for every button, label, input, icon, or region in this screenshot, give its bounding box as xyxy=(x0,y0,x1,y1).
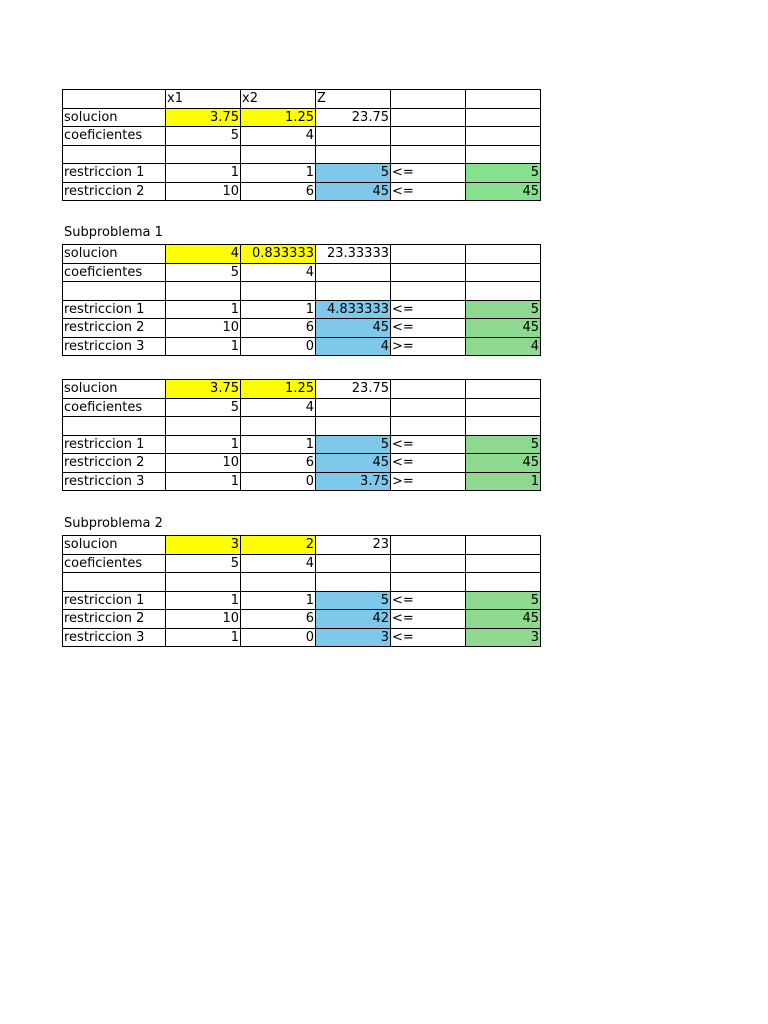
cell[interactable] xyxy=(63,417,166,436)
lhs-value[interactable]: 42 xyxy=(316,610,391,629)
cell[interactable] xyxy=(63,145,166,164)
coef-a[interactable]: 10 xyxy=(166,319,241,338)
header-x2[interactable]: x2 xyxy=(241,90,316,109)
solucion-row xyxy=(63,536,541,555)
x1-value[interactable]: 3.75 xyxy=(166,108,241,127)
coef-x2[interactable]: 4 xyxy=(241,127,316,146)
coef-b[interactable]: 6 xyxy=(241,182,316,201)
x2-value[interactable]: 2 xyxy=(241,536,316,555)
lhs-value[interactable]: 4 xyxy=(316,337,391,356)
cell[interactable] xyxy=(63,90,166,109)
lhs-value[interactable]: 5 xyxy=(316,164,391,183)
cell[interactable] xyxy=(391,108,466,127)
coef-a[interactable]: 1 xyxy=(166,337,241,356)
cell[interactable] xyxy=(466,245,541,264)
cell[interactable] xyxy=(63,573,166,592)
rhs-value[interactable]: 5 xyxy=(466,300,541,319)
z-value[interactable]: 23.75 xyxy=(316,380,391,399)
subproblem-1-caption: Subproblema 1 xyxy=(64,225,163,240)
restriccion-row xyxy=(63,337,541,356)
row-label[interactable]: restriccion 2 xyxy=(63,319,166,338)
operator[interactable]: <= xyxy=(391,435,466,454)
rhs-value[interactable]: 45 xyxy=(466,182,541,201)
cell[interactable] xyxy=(466,145,541,164)
cell[interactable] xyxy=(391,90,466,109)
coef-b[interactable]: 0 xyxy=(241,337,316,356)
cell[interactable] xyxy=(391,145,466,164)
operator[interactable]: <= xyxy=(391,319,466,338)
cell[interactable] xyxy=(391,536,466,555)
cell[interactable] xyxy=(466,573,541,592)
coeficientes-row xyxy=(63,554,541,573)
lhs-value[interactable]: 5 xyxy=(316,435,391,454)
cell[interactable] xyxy=(391,573,466,592)
cell[interactable] xyxy=(391,380,466,399)
rhs-value[interactable]: 5 xyxy=(466,164,541,183)
empty-row xyxy=(63,145,541,164)
row-label[interactable]: restriccion 1 xyxy=(63,164,166,183)
row-label[interactable]: restriccion 3 xyxy=(63,472,166,491)
rhs-value[interactable]: 45 xyxy=(466,319,541,338)
lhs-value[interactable]: 3 xyxy=(316,628,391,647)
cell[interactable] xyxy=(391,263,466,282)
cell[interactable] xyxy=(466,90,541,109)
cell[interactable] xyxy=(391,417,466,436)
x1-value[interactable]: 3 xyxy=(166,536,241,555)
x1-value[interactable]: 4 xyxy=(166,245,241,264)
cell[interactable] xyxy=(466,398,541,417)
operator[interactable]: <= xyxy=(391,628,466,647)
z-value[interactable]: 23.75 xyxy=(316,108,391,127)
cell[interactable] xyxy=(166,282,241,301)
rhs-value[interactable]: 1 xyxy=(466,472,541,491)
operator[interactable]: <= xyxy=(391,610,466,629)
restriccion-row xyxy=(63,472,541,491)
subproblem-1b-table xyxy=(62,379,541,491)
cell[interactable] xyxy=(241,417,316,436)
subproblem-2-caption: Subproblema 2 xyxy=(64,516,163,531)
cell[interactable] xyxy=(466,282,541,301)
cell[interactable] xyxy=(316,282,391,301)
rhs-value[interactable]: 3 xyxy=(466,628,541,647)
row-label[interactable]: solucion xyxy=(63,536,166,555)
coef-x1[interactable]: 5 xyxy=(166,398,241,417)
cell[interactable] xyxy=(391,245,466,264)
lhs-value[interactable]: 45 xyxy=(316,454,391,473)
restriccion-row xyxy=(63,435,541,454)
operator[interactable]: >= xyxy=(391,337,466,356)
header-row xyxy=(63,90,541,109)
restriccion-row xyxy=(63,319,541,338)
coef-a[interactable]: 10 xyxy=(166,454,241,473)
row-label[interactable]: coeficientes xyxy=(63,263,166,282)
rhs-value[interactable]: 5 xyxy=(466,435,541,454)
rhs-value[interactable]: 45 xyxy=(466,454,541,473)
cell[interactable] xyxy=(316,573,391,592)
lhs-value[interactable]: 45 xyxy=(316,182,391,201)
coef-x1[interactable]: 5 xyxy=(166,127,241,146)
cell[interactable] xyxy=(466,263,541,282)
row-label[interactable]: restriccion 2 xyxy=(63,454,166,473)
restriccion-row xyxy=(63,164,541,183)
coef-x1[interactable]: 5 xyxy=(166,263,241,282)
coef-a[interactable]: 1 xyxy=(166,164,241,183)
rhs-value[interactable]: 5 xyxy=(466,591,541,610)
coef-b[interactable]: 0 xyxy=(241,628,316,647)
subproblem-2-table xyxy=(62,535,541,647)
row-label[interactable]: solucion xyxy=(63,245,166,264)
solucion-row xyxy=(63,108,541,127)
x2-value[interactable]: 1.25 xyxy=(241,108,316,127)
row-label[interactable]: restriccion 3 xyxy=(63,337,166,356)
coeficientes-row xyxy=(63,127,541,146)
cell[interactable] xyxy=(316,145,391,164)
restriccion-row xyxy=(63,300,541,319)
row-label[interactable]: solucion xyxy=(63,108,166,127)
cell[interactable] xyxy=(466,417,541,436)
restriccion-row xyxy=(63,591,541,610)
coef-a[interactable]: 1 xyxy=(166,435,241,454)
coef-b[interactable]: 6 xyxy=(241,319,316,338)
cell[interactable] xyxy=(391,398,466,417)
cell[interactable] xyxy=(316,263,391,282)
x1-value[interactable]: 3.75 xyxy=(166,380,241,399)
z-value[interactable]: 23.33333 xyxy=(316,245,391,264)
coef-x2[interactable]: 4 xyxy=(241,554,316,573)
x2-value[interactable]: 0.833333 xyxy=(241,245,316,264)
cell[interactable] xyxy=(316,398,391,417)
main-problem-table xyxy=(62,89,541,201)
operator[interactable]: <= xyxy=(391,164,466,183)
row-label[interactable]: restriccion 1 xyxy=(63,435,166,454)
subproblem-1-table xyxy=(62,244,541,356)
empty-row xyxy=(63,282,541,301)
restriccion-row xyxy=(63,182,541,201)
restriccion-row xyxy=(63,454,541,473)
lhs-value[interactable]: 5 xyxy=(316,591,391,610)
operator[interactable]: <= xyxy=(391,454,466,473)
row-label[interactable]: restriccion 2 xyxy=(63,182,166,201)
solucion-row xyxy=(63,245,541,264)
coef-b[interactable]: 1 xyxy=(241,591,316,610)
coef-x1[interactable]: 5 xyxy=(166,554,241,573)
operator[interactable]: <= xyxy=(391,591,466,610)
coef-x2[interactable]: 4 xyxy=(241,398,316,417)
coef-a[interactable]: 1 xyxy=(166,300,241,319)
row-label[interactable]: coeficientes xyxy=(63,127,166,146)
coef-b[interactable]: 1 xyxy=(241,435,316,454)
cell[interactable] xyxy=(466,380,541,399)
coef-a[interactable]: 1 xyxy=(166,628,241,647)
coeficientes-row xyxy=(63,398,541,417)
coef-a[interactable]: 1 xyxy=(166,591,241,610)
row-label[interactable]: coeficientes xyxy=(63,554,166,573)
cell[interactable] xyxy=(466,554,541,573)
coef-x2[interactable]: 4 xyxy=(241,263,316,282)
row-label[interactable]: restriccion 3 xyxy=(63,628,166,647)
coef-b[interactable]: 1 xyxy=(241,164,316,183)
coef-b[interactable]: 0 xyxy=(241,472,316,491)
cell[interactable] xyxy=(241,282,316,301)
header-x1[interactable]: x1 xyxy=(166,90,241,109)
lhs-value[interactable]: 4.833333 xyxy=(316,300,391,319)
operator[interactable]: <= xyxy=(391,300,466,319)
cell[interactable] xyxy=(166,573,241,592)
lhs-value[interactable]: 3.75 xyxy=(316,472,391,491)
row-label[interactable]: restriccion 1 xyxy=(63,300,166,319)
rhs-value[interactable]: 4 xyxy=(466,337,541,356)
operator[interactable]: >= xyxy=(391,472,466,491)
solucion-row xyxy=(63,380,541,399)
cell[interactable] xyxy=(391,554,466,573)
restriccion-row xyxy=(63,628,541,647)
coef-a[interactable]: 1 xyxy=(166,472,241,491)
coeficientes-row xyxy=(63,263,541,282)
header-z[interactable]: Z xyxy=(316,90,391,109)
cell[interactable] xyxy=(316,127,391,146)
x2-value[interactable]: 1.25 xyxy=(241,380,316,399)
empty-row xyxy=(63,417,541,436)
cell[interactable] xyxy=(316,417,391,436)
coef-a[interactable]: 10 xyxy=(166,182,241,201)
coef-b[interactable]: 6 xyxy=(241,610,316,629)
cell[interactable] xyxy=(166,145,241,164)
coef-b[interactable]: 1 xyxy=(241,300,316,319)
cell[interactable] xyxy=(466,536,541,555)
cell[interactable] xyxy=(241,573,316,592)
cell[interactable] xyxy=(63,282,166,301)
empty-row xyxy=(63,573,541,592)
cell[interactable] xyxy=(166,417,241,436)
cell[interactable] xyxy=(316,554,391,573)
operator[interactable]: <= xyxy=(391,182,466,201)
z-value[interactable]: 23 xyxy=(316,536,391,555)
restriccion-row xyxy=(63,610,541,629)
row-label[interactable]: restriccion 2 xyxy=(63,610,166,629)
cell[interactable] xyxy=(391,127,466,146)
row-label[interactable]: solucion xyxy=(63,380,166,399)
cell[interactable] xyxy=(241,145,316,164)
rhs-value[interactable]: 45 xyxy=(466,610,541,629)
cell[interactable] xyxy=(466,108,541,127)
coef-a[interactable]: 10 xyxy=(166,610,241,629)
cell[interactable] xyxy=(391,282,466,301)
row-label[interactable]: restriccion 1 xyxy=(63,591,166,610)
lhs-value[interactable]: 45 xyxy=(316,319,391,338)
row-label[interactable]: coeficientes xyxy=(63,398,166,417)
coef-b[interactable]: 6 xyxy=(241,454,316,473)
cell[interactable] xyxy=(466,127,541,146)
